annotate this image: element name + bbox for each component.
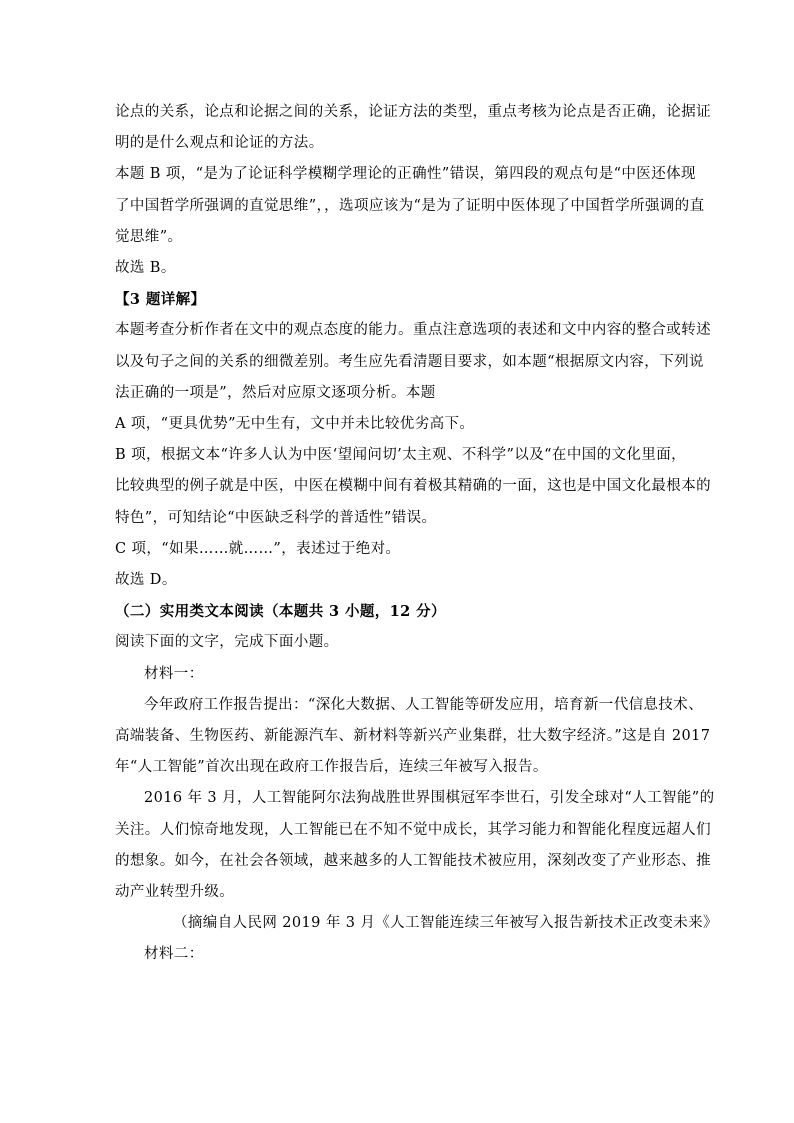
text-line: 2016 年 3 月，人工智能阿尔法狗战胜世界围棋冠军李世石，引发全球对“人工智能”的: [144, 790, 715, 807]
material-one-label: 材料一：: [144, 665, 204, 682]
text-line: 以及句子之间的关系的细微差别。考生应先看清题目要求，如本题“根据原文内容，下列说: [115, 353, 704, 370]
document-body: [115, 97, 718, 971]
text-line: 关注。人们惊奇地发现，人工智能已在不知不觉中成长，其学习能力和智能化程度远超人们: [115, 821, 711, 838]
section-heading-3: 【3 题详解】: [115, 291, 206, 309]
text-line: 法正确的一项是”，然后对应原文逐项分析。本题: [115, 384, 436, 401]
text-line: 故选 D。: [115, 572, 177, 589]
text-line: 年“人工智能”首次出现在政府工作报告后，连续三年被写入报告。: [115, 759, 548, 776]
text-line: 高端装备、生物医药、新能源汽车、新材料等新兴产业集群，壮大数字经济。”这是自 2017: [115, 728, 711, 745]
text-line: A 项，“更具优势”无中生有，文中并未比较优劣高下。: [115, 416, 475, 433]
text-line: 本题考查分析作者在文中的观点态度的能力。重点注意选项的表述和文中内容的整合或转述: [115, 322, 711, 339]
text-line: 阅读下面的文字，完成下面小题。: [115, 634, 339, 651]
material-two-label: 材料二：: [144, 946, 204, 963]
text-line: C 项，“如果……就……”，表述过于绝对。: [115, 540, 401, 557]
text-line: 特色”，可知结论“中医缺乏科学的普适性”错误。: [115, 509, 437, 526]
section-heading-practical: （二）实用类文本阅读（本题共 3 小题，12 分）: [115, 603, 446, 621]
text-line: 了中国哲学所强调的直觉思维”，，选项应该为“是为了证明中医体现了中国哲学所强调的直: [115, 197, 705, 214]
text-line: 明的是什么观点和论证的方法。: [115, 135, 324, 152]
text-line: 本题 B 项，“是为了论证科学模糊学理论的正确性”错误，第四段的观点句是“中医还体现: [115, 166, 696, 183]
text-line: 论点的关系，论点和论据之间的关系，论证方法的类型，重点考核为论点是否正确，论据证: [115, 104, 711, 120]
source-citation: （摘编自人民网 2019 年 3 月《人工智能连续三年被写入报告新技术正改变未来》: [173, 915, 718, 932]
text-line: 的想象。如今，在社会各领域，越来越多的人工智能技术被应用，深刻改变了产业形态、推: [115, 852, 711, 869]
text-line: 故选 B。: [115, 260, 176, 277]
text-line: 今年政府工作报告提出：“深化大数据、人工智能等研发应用，培育新一代信息技术、: [144, 696, 704, 713]
text-line: 动产业转型升级。: [115, 884, 235, 901]
text-line: 觉思维”。: [115, 228, 183, 245]
text-line: 比较典型的例子就是中医，中医在模糊中间有着极其精确的一面，这也是中国文化最根本的: [115, 478, 711, 495]
text-line: B 项，根据文本“许多人认为中医‘望闻问切’太主观、不科学”以及“在中国的文化里面，: [115, 447, 687, 464]
